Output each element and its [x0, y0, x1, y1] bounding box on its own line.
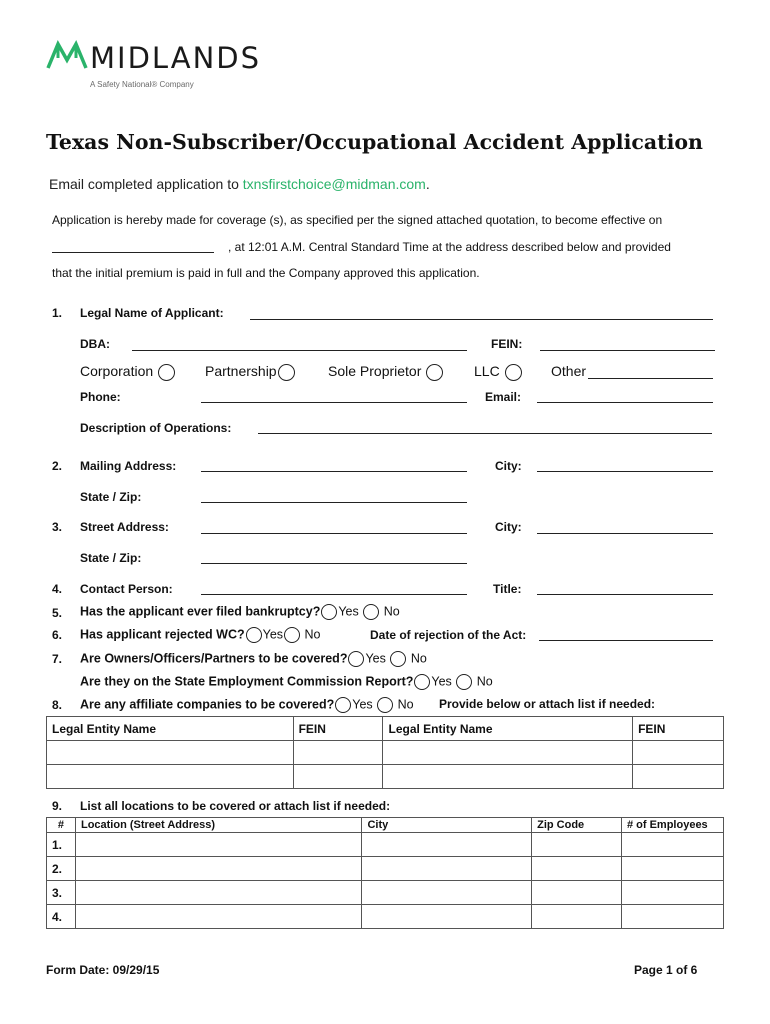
phone-field[interactable] [201, 402, 467, 403]
effective-date-field[interactable] [52, 252, 214, 253]
owners-covered-no-radio[interactable] [390, 651, 406, 667]
email-instruction [49, 176, 430, 192]
bankruptcy-no-label: No [383, 604, 400, 619]
section-6-number: 6. [52, 628, 63, 642]
legal-name-field[interactable] [250, 319, 713, 320]
locations-table [46, 817, 724, 929]
location-row-number: 4. [47, 905, 76, 929]
section-7-number: 7. [52, 652, 63, 666]
affiliate-cell[interactable] [293, 741, 383, 765]
email-link[interactable]: txnsfirstchoice@midman.com [242, 176, 426, 192]
contact-person-field[interactable] [201, 594, 467, 595]
location-row-number: 3. [47, 881, 76, 905]
midlands-logo-icon [46, 40, 88, 70]
location-cell[interactable] [532, 857, 622, 881]
affiliate-row [47, 765, 724, 789]
owners-covered-row [80, 651, 427, 667]
location-number-header: # [47, 818, 76, 833]
corporation-radio[interactable] [158, 364, 175, 381]
section-4-number: 4. [52, 582, 63, 596]
location-row [47, 905, 724, 929]
location-cell[interactable] [532, 881, 622, 905]
affiliate-cell[interactable] [383, 741, 633, 765]
partnership-label: Partnership [205, 363, 277, 379]
location-cell[interactable] [621, 881, 723, 905]
corporation-label: Corporation [80, 363, 154, 379]
affiliate-cell[interactable] [47, 765, 294, 789]
bankruptcy-question-row [80, 604, 400, 620]
entity-llc[interactable] [474, 363, 523, 381]
rejected-wc-question: Has applicant rejected WC? [80, 627, 245, 642]
legal-name-label: Legal Name of Applicant: [80, 306, 224, 320]
entity-sole-proprietor[interactable] [328, 363, 444, 381]
owners-covered-no-label: No [410, 651, 427, 666]
section-3-number: 3. [52, 520, 63, 534]
street-state-zip-field[interactable] [201, 563, 467, 564]
email-field[interactable] [537, 402, 713, 403]
commission-report-no-radio[interactable] [456, 674, 472, 690]
affiliate-cell[interactable] [633, 741, 724, 765]
location-cell[interactable] [75, 857, 361, 881]
location-cell[interactable] [362, 833, 532, 857]
mailing-state-zip-field[interactable] [201, 502, 467, 503]
owners-covered-yes-label: Yes [365, 651, 386, 666]
commission-report-row [80, 674, 493, 690]
intro-line-2: , at 12:01 A.M. Central Standard Time at the address described below and provided [228, 240, 671, 254]
form-date: Form Date: 09/29/15 [46, 963, 160, 977]
document-title: Texas Non-Subscriber/Occupational Accident Application [46, 130, 703, 154]
llc-radio[interactable] [505, 364, 522, 381]
intro-line-3: that the initial premium is paid in full and the Company approved this application. [52, 266, 480, 280]
location-employees-header: # of Employees [621, 818, 723, 833]
rejected-wc-row [80, 627, 321, 643]
description-field[interactable] [258, 433, 712, 434]
location-cell[interactable] [621, 857, 723, 881]
section-9-number: 9. [52, 799, 63, 813]
rejection-date-field[interactable] [539, 640, 713, 641]
other-entity-field[interactable] [588, 378, 713, 379]
commission-report-question: Are they on the State Employment Commission Report? [80, 674, 414, 689]
commission-report-no-label: No [476, 674, 493, 689]
fein-label: FEIN: [491, 337, 523, 351]
street-state-zip-label: State / Zip: [80, 551, 142, 565]
section-5-number: 5. [52, 606, 63, 620]
brand-name: MIDLANDS [90, 41, 261, 75]
affiliate-table-header [47, 717, 724, 741]
affiliate-cell[interactable] [633, 765, 724, 789]
bankruptcy-yes-radio[interactable] [321, 604, 337, 620]
location-cell[interactable] [362, 857, 532, 881]
location-cell[interactable] [75, 833, 361, 857]
affiliate-table [46, 716, 724, 789]
street-address-label: Street Address: [80, 520, 169, 534]
location-cell[interactable] [621, 833, 723, 857]
dba-field[interactable] [132, 350, 467, 351]
affiliate-cell[interactable] [293, 765, 383, 789]
entity-other-label: Other [551, 363, 587, 379]
location-city-header: City [362, 818, 532, 833]
bankruptcy-question: Has the applicant ever filed bankruptcy? [80, 604, 321, 619]
affiliates-yes-radio[interactable] [335, 697, 351, 713]
mailing-address-field[interactable] [201, 471, 467, 472]
rejected-wc-no-radio[interactable] [284, 627, 300, 643]
owners-covered-question: Are Owners/Officers/Partners to be covered? [80, 651, 348, 666]
locations-table-header [47, 818, 724, 833]
locations-question: List all locations to be covered or attach list if needed: [80, 799, 391, 813]
description-label: Description of Operations: [80, 421, 232, 435]
section-2-number: 2. [52, 459, 63, 473]
affiliates-row [80, 697, 414, 713]
entity-partnership[interactable] [205, 363, 296, 381]
affiliate-row [47, 741, 724, 765]
contact-title-label: Title: [493, 582, 522, 596]
location-address-header: Location (Street Address) [75, 818, 361, 833]
location-row-number: 2. [47, 857, 76, 881]
location-row [47, 833, 724, 857]
affiliates-no-radio[interactable] [377, 697, 393, 713]
affiliate-entity-name-header: Legal Entity Name [47, 717, 294, 741]
location-row [47, 881, 724, 905]
location-cell[interactable] [362, 905, 532, 929]
commission-report-yes-radio[interactable] [414, 674, 430, 690]
street-city-field[interactable] [537, 533, 713, 534]
location-cell[interactable] [532, 905, 622, 929]
sole-proprietor-label: Sole Proprietor [328, 363, 422, 379]
location-cell[interactable] [621, 905, 723, 929]
affiliate-fein-header-2: FEIN [633, 717, 724, 741]
owners-covered-yes-radio[interactable] [348, 651, 364, 667]
llc-label: LLC [474, 363, 500, 379]
partnership-radio[interactable] [278, 364, 295, 381]
contact-person-label: Contact Person: [80, 582, 173, 596]
location-cell[interactable] [362, 881, 532, 905]
affiliate-cell[interactable] [383, 765, 633, 789]
rejected-wc-yes-radio[interactable] [246, 627, 262, 643]
rejection-date-label: Date of rejection of the Act: [370, 628, 527, 642]
brand-tagline: A Safety National® Company [90, 80, 194, 89]
affiliate-entity-name-header-2: Legal Entity Name [383, 717, 633, 741]
section-8-number: 8. [52, 698, 63, 712]
affiliates-no-label: No [397, 697, 414, 712]
rejected-wc-yes-label: Yes [262, 627, 284, 642]
location-cell[interactable] [532, 833, 622, 857]
dba-label: DBA: [80, 337, 110, 351]
intro-line-1: Application is hereby made for coverage (s), as specified per the signed attached quotation, to become effective on [52, 213, 663, 227]
sole-proprietor-radio[interactable] [426, 364, 443, 381]
affiliate-fein-header: FEIN [293, 717, 383, 741]
contact-title-field[interactable] [537, 594, 713, 595]
page-number: Page 1 of 6 [634, 963, 698, 977]
phone-label: Phone: [80, 390, 121, 404]
commission-report-yes-label: Yes [431, 674, 452, 689]
entity-corporation[interactable] [80, 363, 176, 381]
affiliate-cell[interactable] [47, 741, 294, 765]
street-city-label: City: [495, 520, 522, 534]
mailing-state-zip-label: State / Zip: [80, 490, 142, 504]
bankruptcy-no-radio[interactable] [363, 604, 379, 620]
street-address-field[interactable] [201, 533, 467, 534]
location-zip-header: Zip Code [532, 818, 622, 833]
mailing-city-label: City: [495, 459, 522, 473]
bankruptcy-yes-label: Yes [338, 604, 359, 619]
mailing-address-label: Mailing Address: [80, 459, 177, 473]
affiliates-note: Provide below or attach list if needed: [439, 697, 656, 711]
location-row [47, 857, 724, 881]
email-intro-text: Email completed application to [49, 176, 239, 192]
section-1-number: 1. [52, 306, 63, 320]
affiliates-question: Are any affiliate companies to be covered? [80, 697, 335, 712]
email-end: . [425, 176, 430, 192]
fein-field[interactable] [540, 350, 715, 351]
affiliates-yes-label: Yes [352, 697, 373, 712]
mailing-city-field[interactable] [537, 471, 713, 472]
location-cell[interactable] [75, 905, 361, 929]
location-cell[interactable] [75, 881, 361, 905]
rejected-wc-no-label: No [304, 627, 321, 642]
location-row-number: 1. [47, 833, 76, 857]
email-label: Email: [485, 390, 522, 404]
